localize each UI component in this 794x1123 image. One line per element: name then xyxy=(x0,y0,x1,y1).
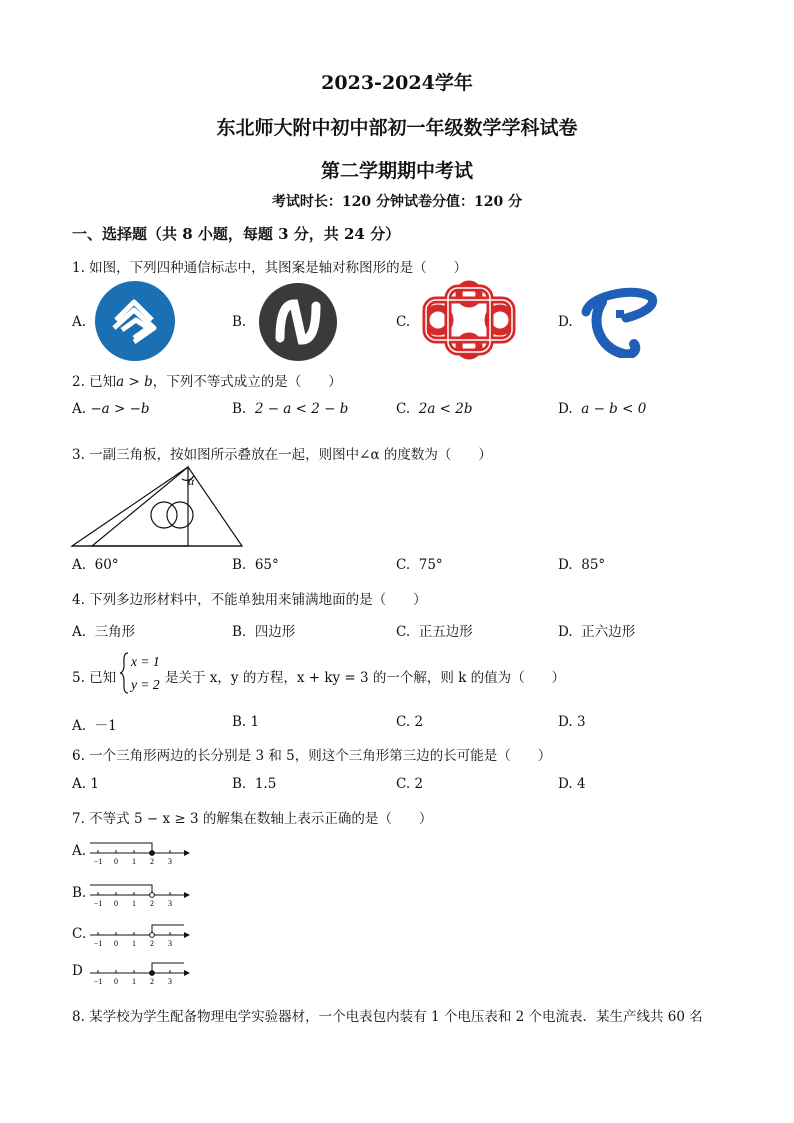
q5-system-brace xyxy=(118,650,164,696)
axis-tick-label: 3 xyxy=(168,939,172,948)
q2-option-d xyxy=(558,401,646,417)
q6-option-b xyxy=(232,776,276,792)
q1-label-b: B. xyxy=(232,314,247,330)
exam-school-title: 东北师大附中初中部初一年级数学学科试卷 xyxy=(216,117,578,139)
q6-label-a: A. xyxy=(72,776,87,792)
q3-option-b xyxy=(232,557,279,573)
exam-info: 考试时长：120 分钟试卷分值：120 分 xyxy=(271,194,523,210)
q7-label-c: C. xyxy=(72,926,87,942)
question-3-stem: 3. 一副三角板，按如图所示叠放在一起，则图中∠α 的度数为（ ） xyxy=(72,447,492,463)
section-heading: 一、选择题（共 8 小题，每题 3 分，共 24 分） xyxy=(72,225,401,243)
triangle-set-figure xyxy=(70,465,246,549)
axis-tick-label: 2 xyxy=(150,899,154,908)
axis-tick-label: 2 xyxy=(150,977,154,986)
q2-label-c: C. xyxy=(396,401,411,417)
q3-label-a: A. xyxy=(72,557,87,573)
axis-tick-label: 1 xyxy=(132,977,136,986)
q6-label-d: D. xyxy=(558,776,573,792)
q3-label-c: C. xyxy=(396,557,411,573)
open-point-icon xyxy=(150,933,155,938)
axis-tick-label: −1 xyxy=(93,857,103,866)
q7-label-b: B. xyxy=(72,885,87,901)
solution-ray xyxy=(90,843,152,853)
q1-label-d: D. xyxy=(558,314,573,330)
q6-label-c: C. xyxy=(396,776,411,792)
axis-tick-label: 3 xyxy=(168,977,172,986)
question-8-stem: 8. 某学校为学生配备物理电学实验器材，一个电表包内装有 1 个电压表和 2 个电流表．某生产线共 60 名 xyxy=(72,1009,703,1025)
q6-option-d xyxy=(558,776,586,792)
q2-condition: a > b xyxy=(116,374,153,390)
q4-label-d: D. xyxy=(558,624,573,640)
axis-arrow-icon xyxy=(184,892,190,898)
closed-point-icon xyxy=(150,851,155,856)
q5-label-c: C. xyxy=(396,714,411,730)
q2-text-c: 2a < 2b xyxy=(418,401,473,417)
question-2-stem xyxy=(72,370,342,390)
q5-text-b: 1 xyxy=(250,714,260,730)
q7-number-line-c xyxy=(88,922,192,948)
axis-tick-label: 3 xyxy=(168,899,172,908)
q5-option-a xyxy=(72,714,117,734)
q6-text-c: 2 xyxy=(414,776,424,792)
netcom-logo-icon xyxy=(258,282,338,362)
open-point-icon xyxy=(150,893,155,898)
china-telecom-logo-icon xyxy=(580,284,658,358)
exam-term-title: 第二学期期中考试 xyxy=(320,160,473,182)
q4-label-c: C. xyxy=(396,624,411,640)
q5-equation-1: x = 1 xyxy=(131,654,160,669)
q3-option-d xyxy=(558,557,605,573)
q6-text-a: 1 xyxy=(90,776,99,792)
q7-number-line-b xyxy=(88,882,192,908)
q6-text-d: 4 xyxy=(576,776,586,792)
q5-text-a: －1 xyxy=(94,718,117,734)
solution-ray xyxy=(90,885,152,895)
question-5-stem-prefix: 5. 已知 xyxy=(72,670,117,686)
alpha-label: α xyxy=(188,474,195,488)
q4-label-b: B. xyxy=(232,624,247,640)
china-mobile-logo-icon xyxy=(94,280,176,362)
q2-stem-prefix: 2. 已知 xyxy=(72,374,117,390)
axis-tick-label: −1 xyxy=(93,899,103,908)
q4-option-b xyxy=(232,620,295,640)
q6-label-b: B. xyxy=(232,776,247,792)
q5-text-c: 2 xyxy=(414,714,424,730)
q5-equation-2: y = 2 xyxy=(131,677,160,692)
q7-label-d: D xyxy=(72,963,83,979)
q2-stem-suffix: ，下列不等式成立的是（ ） xyxy=(152,374,342,390)
axis-tick-label: 1 xyxy=(132,857,136,866)
axis-tick-label: 1 xyxy=(132,939,136,948)
solution-ray xyxy=(152,925,184,935)
q2-label-d: D. xyxy=(558,401,573,417)
axis-tick-label: 1 xyxy=(132,899,136,908)
q2-label-b: B. xyxy=(232,401,247,417)
q3-text-a: 60° xyxy=(94,557,119,573)
china-unicom-knot-icon xyxy=(418,280,520,360)
question-4-stem: 4. 下列多边形材料中，不能单独用来铺满地面的是（ ） xyxy=(72,592,427,608)
q2-option-b xyxy=(232,401,348,417)
q3-text-b: 65° xyxy=(254,557,279,573)
q3-option-c xyxy=(396,557,443,573)
q6-text-b: 1.5 xyxy=(254,776,277,792)
q2-text-a: −a > −b xyxy=(90,401,150,417)
q4-option-c xyxy=(396,620,473,640)
q2-text-b: 2 − a < 2 − b xyxy=(254,401,349,417)
axis-arrow-icon xyxy=(184,932,190,938)
q5-label-d: D. xyxy=(558,714,573,730)
q4-text-d: 正六边形 xyxy=(581,624,636,640)
axis-arrow-icon xyxy=(184,850,190,856)
q3-text-c: 75° xyxy=(418,557,443,573)
q2-text-d: a − b < 0 xyxy=(581,401,647,417)
q5-label-a: A. xyxy=(72,718,87,734)
axis-tick-label: 0 xyxy=(114,977,118,986)
q5-option-d xyxy=(558,714,586,730)
axis-tick-label: −1 xyxy=(93,939,103,948)
axis-tick-label: 0 xyxy=(114,899,118,908)
q4-text-c: 正五边形 xyxy=(418,624,473,640)
q6-option-a xyxy=(72,776,99,792)
q1-label-a: A. xyxy=(72,314,87,330)
q5-option-b xyxy=(232,714,259,730)
q7-label-a: A. xyxy=(72,843,87,859)
solution-ray xyxy=(152,963,184,973)
axis-tick-label: 0 xyxy=(114,857,118,866)
axis-tick-label: 3 xyxy=(168,857,172,866)
q7-number-line-a xyxy=(88,840,192,866)
axis-tick-label: −1 xyxy=(93,977,103,986)
q2-option-a xyxy=(72,401,150,417)
axis-tick-label: 0 xyxy=(114,939,118,948)
q4-text-b: 四边形 xyxy=(254,624,296,640)
q2-option-c xyxy=(396,401,473,417)
q1-label-c: C. xyxy=(396,314,411,330)
q5-text-d: 3 xyxy=(576,714,586,730)
q7-number-line-d xyxy=(88,960,192,986)
q5-option-c xyxy=(396,714,423,730)
exam-year: 2023-2024学年 xyxy=(321,72,473,94)
q2-label-a: A. xyxy=(72,401,87,417)
q6-option-c xyxy=(396,776,423,792)
q4-label-a: A. xyxy=(72,624,87,640)
axis-tick-label: 2 xyxy=(150,939,154,948)
q4-option-a xyxy=(72,620,135,640)
q3-option-a xyxy=(72,557,119,573)
q3-text-d: 85° xyxy=(581,557,606,573)
q3-label-b: B. xyxy=(232,557,247,573)
q4-option-d xyxy=(558,620,635,640)
axis-arrow-icon xyxy=(184,970,190,976)
question-1-stem: 1. 如图，下列四种通信标志中，其图案是轴对称图形的是（ ） xyxy=(72,260,468,276)
q4-text-a: 三角形 xyxy=(94,624,136,640)
question-7-stem: 7. 不等式 5 − x ≥ 3 的解集在数轴上表示正确的是（ ） xyxy=(72,811,433,827)
question-5-stem-suffix: 是关于 x，y 的方程，x + ky = 3 的一个解，则 k 的值为（ ） xyxy=(165,670,566,686)
question-6-stem: 6. 一个三角形两边的长分别是 3 和 5，则这个三角形第三边的长可能是（ ） xyxy=(72,748,552,764)
closed-point-icon xyxy=(150,971,155,976)
axis-tick-label: 2 xyxy=(150,857,154,866)
q5-label-b: B. xyxy=(232,714,247,730)
q3-label-d: D. xyxy=(558,557,573,573)
